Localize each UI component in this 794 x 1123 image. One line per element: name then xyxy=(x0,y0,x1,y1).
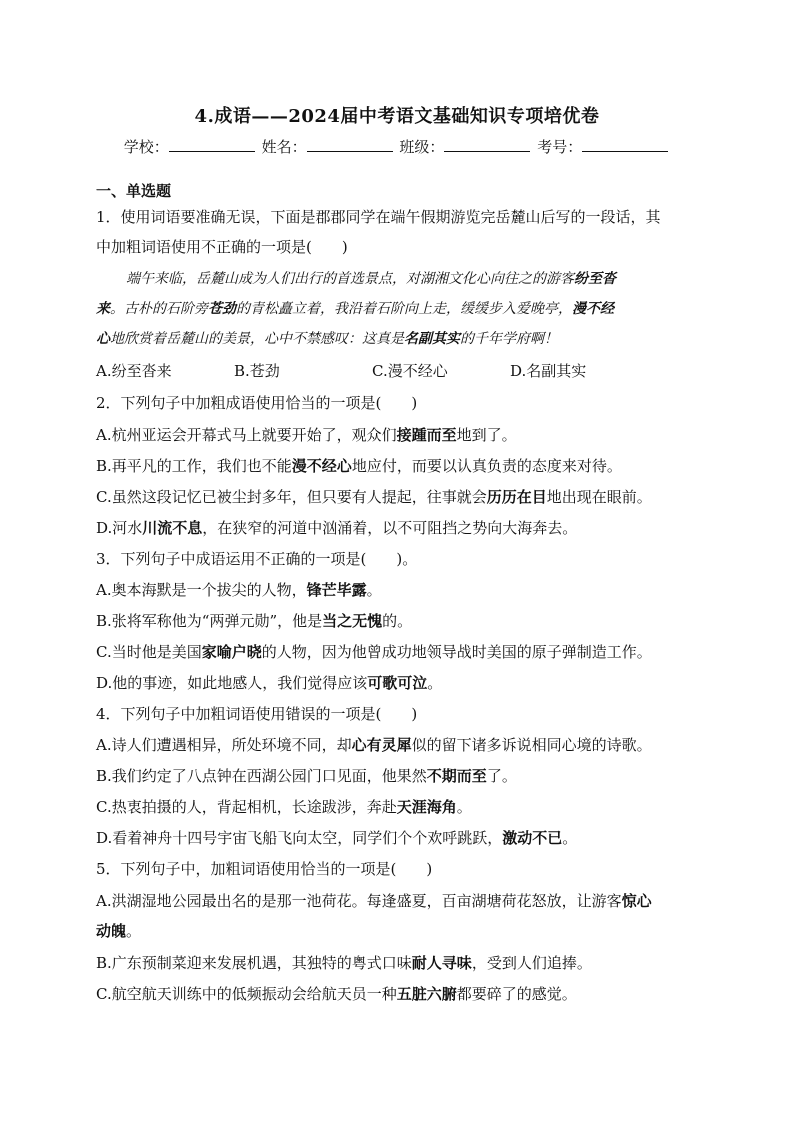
q4-option-b[interactable] xyxy=(96,765,517,786)
q2-option-d[interactable] xyxy=(96,517,577,538)
q5-option-c[interactable] xyxy=(96,983,577,1004)
q5-option-a-line1[interactable] xyxy=(96,890,652,911)
option-text: A.诗人们遭遇相异，所处环境不同，却 xyxy=(96,736,352,754)
exam-no-label: 考号： xyxy=(537,138,583,156)
bold-idiom: 当之无愧 xyxy=(322,612,383,630)
bold-idiom: 纷至沓 xyxy=(574,271,616,287)
bold-idiom: 心有灵犀 xyxy=(351,736,412,754)
option-text: 似的留下诸多诉说相同心境的诗歌。 xyxy=(411,736,652,754)
bold-idiom: 苍劲 xyxy=(208,301,236,317)
option-text: D.河水 xyxy=(96,519,143,537)
bold-idiom: 耐人寻味 xyxy=(411,954,472,972)
option-text: 。 xyxy=(366,581,382,599)
q3-option-c[interactable] xyxy=(96,641,652,662)
q5-stem: 5．下列句子中，加粗词语使用恰当的一项是( ) xyxy=(96,860,433,878)
bold-idiom: 漫不经 xyxy=(572,301,614,317)
q1-options xyxy=(96,360,648,381)
class-label: 班级： xyxy=(399,138,445,156)
option-text: 地应付，而要以认真负责的态度来对待。 xyxy=(351,457,622,475)
bold-idiom: 家喻户晓 xyxy=(201,643,262,661)
option-text: D.他的事迹，如此地感人，我们觉得应该 xyxy=(96,674,368,692)
option-text: C.热衷拍摄的人，背起相机，长途跋涉，奔赴 xyxy=(96,798,397,816)
option-text: D.看着神舟十四号宇宙飞船飞向太空，同学们个个欢呼跳跃， xyxy=(96,829,503,847)
exam-no-blank[interactable] xyxy=(582,137,668,152)
bold-idiom: 五脏六腑 xyxy=(396,985,457,1003)
option-text: B.再平凡的工作，我们也不能 xyxy=(96,457,292,475)
school-blank[interactable] xyxy=(169,137,255,152)
student-info-row xyxy=(0,136,794,157)
option-text: 。 xyxy=(456,798,472,816)
bold-idiom: 接踵而至 xyxy=(396,426,457,444)
option-text: ，在狭窄的河道中汹涌着，以不可阻挡之势向大海奔去。 xyxy=(202,519,578,537)
bold-idiom: 川流不息 xyxy=(142,519,203,537)
class-blank[interactable] xyxy=(444,137,530,152)
option-text: C.航空航天训练中的低频振动会给航天员一种 xyxy=(96,985,397,1003)
q3-option-d[interactable] xyxy=(96,672,442,693)
name-label: 姓名： xyxy=(261,138,307,156)
option-text: 地出现在眼前。 xyxy=(546,488,652,506)
q1-passage-line3 xyxy=(96,328,696,348)
q5-option-a-line2[interactable] xyxy=(96,920,141,941)
q1-option-d[interactable]: D.名副其实 xyxy=(510,362,587,380)
option-text: B.我们约定了八点钟在西湖公园门口见面，他果然 xyxy=(96,767,427,785)
bold-idiom: 漫不经心 xyxy=(291,457,352,475)
q4-stem: 4．下列句子中加粗词语使用错误的一项是( ) xyxy=(96,705,418,723)
option-text: C.虽然这段记忆已被尘封多年，但只要有人提起，往事就会 xyxy=(96,488,487,506)
passage-text: 端午来临，岳麓山成为人们出行的首选景点，对湖湘文化心向往之的游客 xyxy=(126,271,574,287)
section-heading: 一、单选题 xyxy=(96,182,172,200)
q1-option-b[interactable]: B.苍劲 xyxy=(234,362,280,380)
q3-option-b[interactable] xyxy=(96,610,412,631)
school-label: 学校： xyxy=(123,138,169,156)
q1-option-c[interactable]: C.漫不经心 xyxy=(372,362,448,380)
bold-idiom: 来 xyxy=(96,301,110,317)
option-text: A.杭州亚运会开幕式马上就要开始了，观众们 xyxy=(96,426,397,444)
q1-stem-line2: 中加粗词语使用不正确的一项是( ) xyxy=(96,238,348,256)
bold-idiom: 惊心 xyxy=(621,892,652,910)
q3-stem: 3．下列句子中成语运用不正确的一项是( )。 xyxy=(96,550,418,568)
q2-option-b[interactable] xyxy=(96,455,622,476)
passage-text: 的千年学府啊！ xyxy=(460,331,558,347)
option-text: A.奥本海默是一个拔尖的人物， xyxy=(96,581,307,599)
q1-option-a[interactable]: A.纷至沓来 xyxy=(96,362,172,380)
name-blank[interactable] xyxy=(307,137,393,152)
option-text: 的。 xyxy=(382,612,413,630)
option-text: 。 xyxy=(562,829,578,847)
q4-option-d[interactable] xyxy=(96,827,577,848)
passage-text: 的青松矗立着，我沿着石阶向上走，缓缓步入爱晚亭， xyxy=(236,301,572,317)
q2-option-c[interactable] xyxy=(96,486,652,507)
passage-text: 。古朴的石阶旁 xyxy=(110,301,208,317)
bold-idiom: 激动不已 xyxy=(502,829,563,847)
q1-passage-line1 xyxy=(126,268,726,288)
bold-idiom: 心 xyxy=(96,331,110,347)
option-text: B.广东预制菜迎来发展机遇，其独特的粤式口味 xyxy=(96,954,412,972)
q1-passage-line2 xyxy=(96,298,696,318)
bold-idiom: 天涯海角 xyxy=(396,798,457,816)
option-text: 了。 xyxy=(486,767,517,785)
option-text: 的人物，因为他曾成功地领导战时美国的原子弹制造工作。 xyxy=(261,643,652,661)
q1-stem-line1: 1．使用词语要准确无误，下面是郡郡同学在端午假期游览完岳麓山后写的一段话，其 xyxy=(96,208,661,226)
option-text: A.洪湖湿地公园最出名的是那一池荷花。每逢盛夏，百亩湖塘荷花怒放，让游客 xyxy=(96,892,622,910)
bold-idiom: 锋芒毕露 xyxy=(306,581,367,599)
option-text: C.当时他是美国 xyxy=(96,643,202,661)
q3-option-a[interactable] xyxy=(96,579,382,600)
q2-option-a[interactable] xyxy=(96,424,517,445)
q5-option-b[interactable] xyxy=(96,952,592,973)
passage-text: 地欣赏着岳麓山的美景，心中不禁感叹：这真是 xyxy=(110,331,404,347)
option-text: 。 xyxy=(126,922,142,940)
option-text: 都要碎了的感觉。 xyxy=(456,985,577,1003)
option-text: 。 xyxy=(427,674,443,692)
page-title: 4.成语——2024届中考语文基础知识专项培优卷 xyxy=(194,106,600,127)
q2-stem: 2．下列句子中加粗成语使用恰当的一项是( ) xyxy=(96,394,418,412)
bold-idiom: 可歌可泣 xyxy=(367,674,428,692)
q4-option-c[interactable] xyxy=(96,796,472,817)
q4-option-a[interactable] xyxy=(96,734,652,755)
bold-idiom: 不期而至 xyxy=(426,767,487,785)
bold-idiom: 历历在目 xyxy=(486,488,547,506)
bold-idiom: 动魄 xyxy=(96,922,127,940)
option-text: B.张将军称他为“两弹元勋”，他是 xyxy=(96,612,323,630)
option-text: ，受到人们追捧。 xyxy=(471,954,592,972)
bold-idiom: 名副其实 xyxy=(404,331,460,347)
option-text: 地到了。 xyxy=(456,426,517,444)
